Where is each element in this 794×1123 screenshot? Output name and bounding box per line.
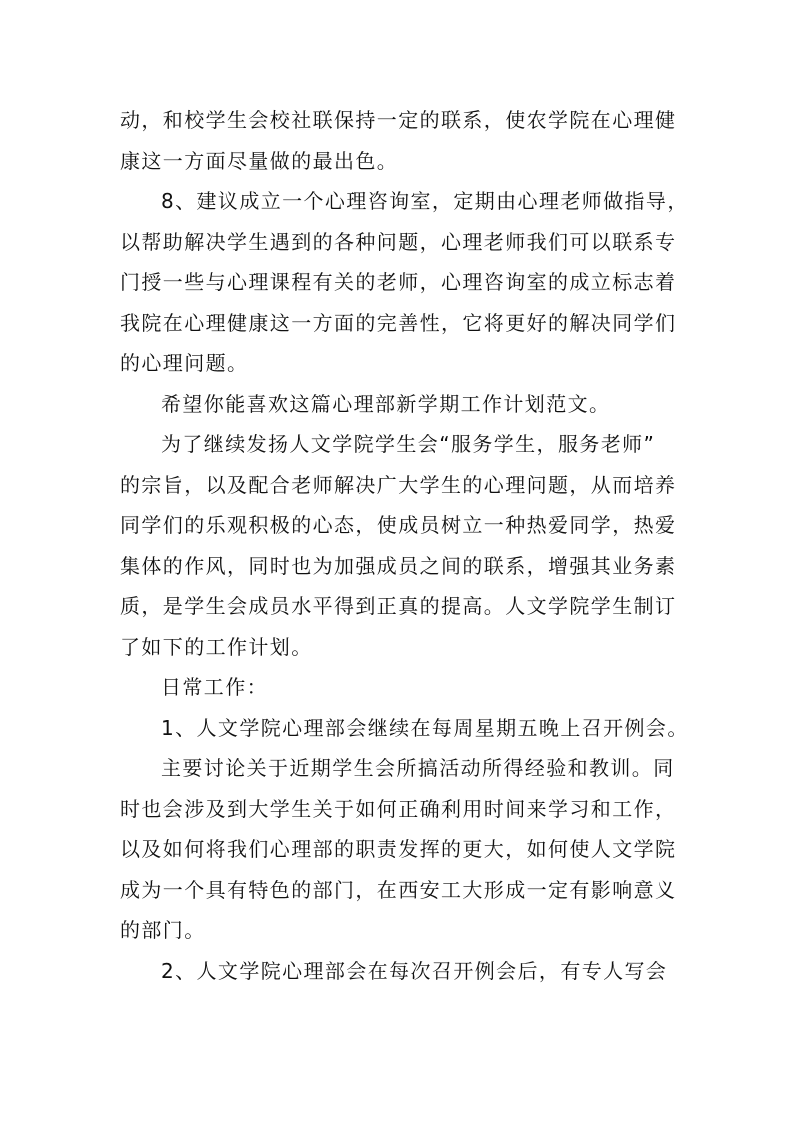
paragraph-start-line: 8、建议成立一个心理咨询室，定期由心理老师做指导， — [161, 189, 689, 213]
body-text — [120, 100, 689, 991]
text-line: 动，和校学生会校社联保持一定的联系，使农学院在心理健 — [120, 108, 677, 132]
text-line: 集体的作风，同时也为加强成员之间的联系，增强其业务素 — [120, 553, 677, 578]
text-line: 的宗旨，以及配合老师解决广大学生的心理问题，从而培养 — [120, 472, 677, 497]
paragraph-start-line: 为了继续发扬人文学院学生会“服务学生，服务老师” — [161, 432, 656, 456]
text-line: 门授一些与心理课程有关的老师，心理咨询室的成立标志着 — [120, 270, 677, 294]
text-line: 的心理问题。 — [120, 351, 249, 375]
text-line: 成为一个具有特色的部门，在西安工大形成一定有影响意义 — [120, 877, 677, 902]
paragraph-start-line: 希望你能喜欢这篇心理部新学期工作计划范文。 — [161, 391, 611, 416]
text-line: 时也会涉及到大学生关于如何正确利用时间来学习和工作， — [120, 796, 677, 821]
paragraph-start-line: 2、人文学院心理部会在每次召开例会后，有专人写会 — [161, 958, 668, 983]
section-heading: 日常工作： — [161, 675, 268, 699]
paragraph-start-line: 主要讨论关于近期学生会所搞活动所得经验和教训。同 — [161, 756, 675, 780]
paragraph-start-line: 1、人文学院心理部会继续在每周星期五晚上召开例会。 — [161, 715, 689, 740]
text-line: 康这一方面尽量做的最出色。 — [120, 148, 399, 173]
text-line: 同学们的乐观积极的心态，使成员树立一种热爱同学，热爱 — [120, 513, 677, 537]
text-line: 以及如何将我们心理部的职责发挥的更大，如何使人文学院 — [120, 837, 677, 861]
text-line: 我院在心理健康这一方面的完善性，它将更好的解决同学们 — [120, 310, 677, 335]
text-line: 的部门。 — [120, 918, 206, 942]
text-line: 质，是学生会成员水平得到正真的提高。人文学院学生制订 — [120, 594, 677, 618]
text-line: 了如下的工作计划。 — [120, 634, 313, 659]
text-line: 以帮助解决学生遇到的各种问题，心理老师我们可以联系专 — [120, 229, 677, 254]
